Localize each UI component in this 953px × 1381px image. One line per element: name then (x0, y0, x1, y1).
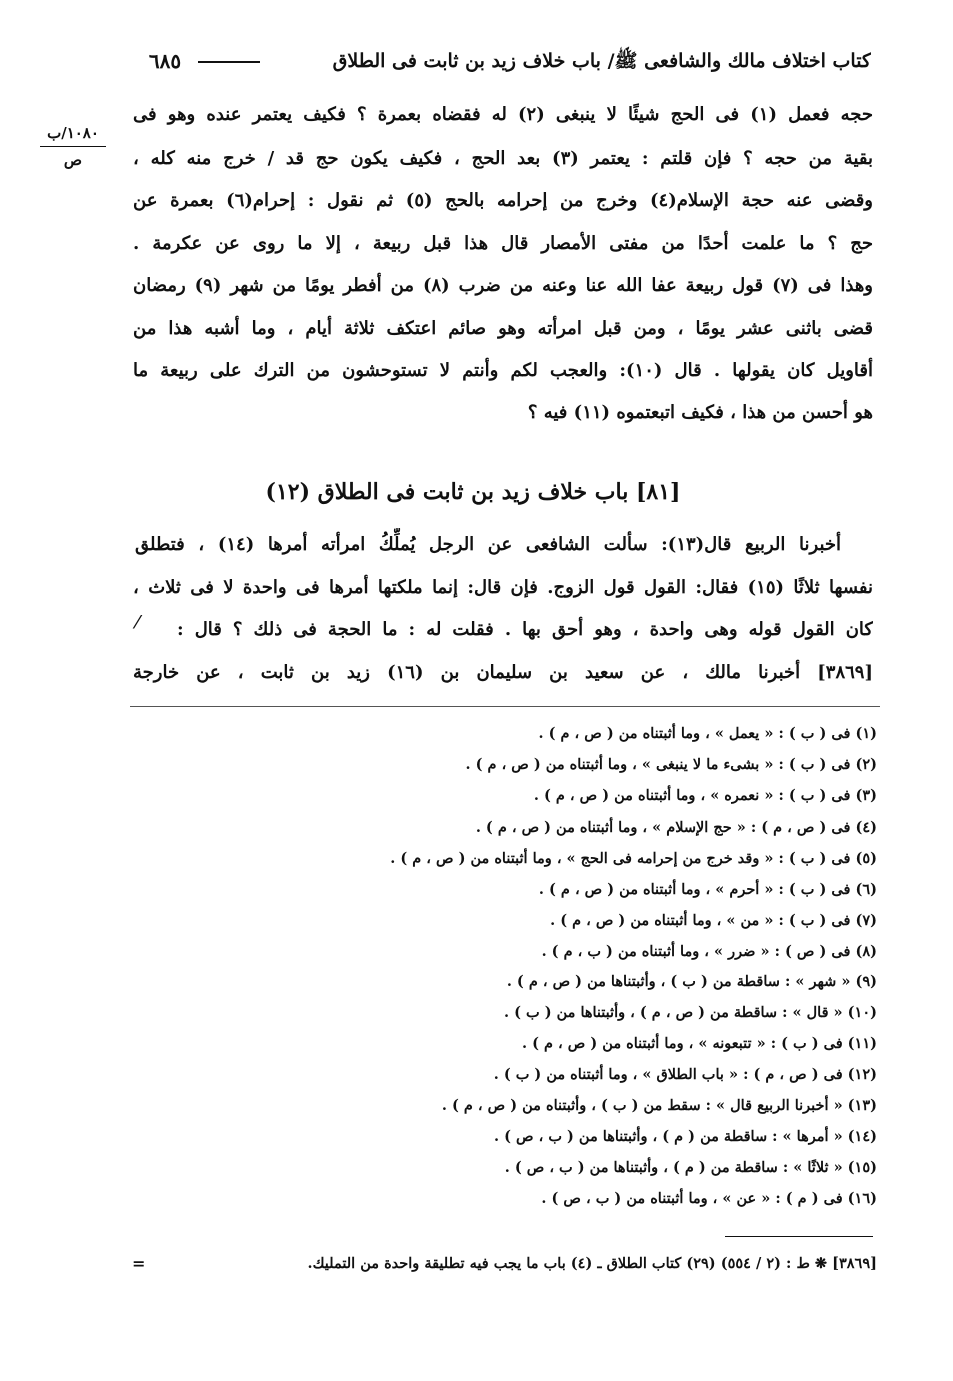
section-line: نفسها ثلاثًا (١٥) فقال: القول قول الزوج. فإن قال: إنما ملكتها أمرها فى واحدة لا فى ثلاث ، (133, 577, 873, 598)
header-rule (198, 61, 260, 63)
footnote: (٢) فى ( ب ) : « بشىء ما لا ينبغى » ، وما أثبتناه من ( ص ، م ) . (465, 756, 877, 773)
manuscript-margin-note (28, 122, 118, 171)
body-line: وهذا فى (٧) قول ربيعة عفا الله عنا وعنه من ضرب (٨) من أفطر يومًا من شهر (٩) رمضان (133, 275, 873, 296)
section-line: أخبرنا الربيع قال(١٣): سألت الشافعى عن الرجل يُملِّكُ امرأته أمرها (١٤) ، فتطلق (135, 534, 841, 555)
margin-note-rule (40, 146, 106, 147)
running-header: كتاب اختلاف مالك والشافعى ﷺ/ باب خلاف زيد بن ثابت فى الطلاق (332, 50, 871, 72)
footnote: (١) فى ( ب ) : « يعمل » ، وما أثبتناه من ( ص ، م ) . (538, 725, 877, 742)
footnote: (١٥) « ثلاثًا » : ساقطة من ( م ) ، وأثبتناها من ( ب ، ص ) . (504, 1159, 877, 1176)
footnote: (١٦) فى ( م ) : « عن » ، وما أثبتناه من ( ب ، ص ) . (541, 1190, 877, 1207)
footnote-separator (130, 706, 880, 707)
footnote: (٩) « شهر » : ساقطة من ( ب ) ، وأثبتناها من ( ص ، م ) . (506, 973, 877, 990)
body-line: حج ؟ ما علمت أحدًا من مفتى الأمصار قال هذا قبل ربيعة ، إلا ما روى عن عكرمة . (133, 233, 873, 254)
body-line: وقضى عنه حجة الإسلام(٤) وخرج من إحرامه بالحج (٥) ثم نقول : إحرام(٦) بعمرة عن (133, 190, 873, 211)
footnote: (٦) فى ( ب ) : « أحرم » ، وما أثبتناه من ( ص ، م ) . (538, 881, 877, 898)
hadith-number-line: [٣٨٦٩] أخبرنا مالك ، عن سعيد بن سليمان بن (١٦) زيد بن ثابت ، عن خارجة (133, 662, 873, 683)
footnote: (٥) فى ( ب ) : « وقد خرج من إحرامه فى الحج » ، وما أثبتناه من ( ص ، م ) . (390, 850, 877, 867)
continuation-mark: = (132, 1254, 146, 1273)
page-number: ٦٨٥ (148, 49, 182, 73)
source-note: [٣٨٦٩] ❋ ط : (٢ / ٥٥٤) (٢٩) كتاب الطلاق ـ (٤) باب ما يجب فيه تطليقة واحدة من التمليك. (307, 1255, 877, 1272)
section-heading: [٨١] باب خلاف زيد بن ثابت فى الطلاق (١٢) (265, 479, 681, 505)
footnote: (٧) فى ( ب ) : « من » ، وما أثبتناه من ( ص ، م ) . (550, 912, 877, 929)
footnote: (٨) فى ( ص ) : « ضرر » ، وما أثبتناه من ( ب ، م ) . (541, 943, 877, 960)
source-note-rule (725, 1236, 873, 1237)
margin-note-siglum: ص (63, 151, 83, 169)
body-line: أقاويل كان يقولها . قال (١٠): والعجب لكم وأنتم لا تستوحشون من الترك على ربيعة ما (133, 360, 873, 381)
footnote: (٤) فى ( ص ، م ) : « حج الإسلام » ، وما أثبتناه من ( ص ، م ) . (475, 819, 877, 836)
body-line: هو أحسن من هذا ، فكيف اتبعتموه (١١) فيه ؟ (527, 402, 873, 423)
footnote: (١٤) « أمرها » : ساقطة من ( م ) ، وأثبتناها من ( ب ، ص ) . (494, 1128, 877, 1145)
footnote: (١١) فى ( ب ) : « تتبعونه » ، وما أثبتناه من ( ص ، م ) . (522, 1035, 877, 1052)
footnote: (٣) فى ( ب ) : « نعمره » ، وما أثبتناه من ( ص ، م ) . (533, 787, 877, 804)
body-line: قضى باثنى عشر يومًا ، ومن قبل امرأته وهو صائم اعتكف ثلاثة أيام ، وما أشبه هذا من (133, 318, 873, 339)
section-line: كان القول قوله وهى واحدة ، وهو أحق بها . فقلت له : ما الحجة فى ذلك ؟ قال : (177, 619, 873, 640)
footnote: (١٠) « قال » : ساقطة من ( ص ، م ) ، وأثبتناها من ( ب ) . (503, 1004, 877, 1021)
body-line: بقية من حجه ؟ فإن قلتم : يعتمر (٣) بعد الحج ، فكيف يكون حج قد / خرج منه كله ، (133, 148, 873, 169)
marginal-mark: ⁄ (136, 612, 140, 633)
footnote: (١٢) فى ( ص ، م ) : « باب الطلاق » ، وما أثبتناه من ( ب ) . (493, 1066, 877, 1083)
margin-note-folio: ١٠٨٠/ب (47, 124, 99, 142)
body-line: حجه فعمل (١) فى الحج شيئًا لا ينبغى (٢) له فقضاه بعمرة ؟ فكيف يعتمر عنده وهو فى (133, 104, 873, 125)
footnote: (١٣) « أخبرنا الربيع قال » : سقط من ( ب ) ، وأثبتناه من ( ص ، م ) . (441, 1097, 877, 1114)
